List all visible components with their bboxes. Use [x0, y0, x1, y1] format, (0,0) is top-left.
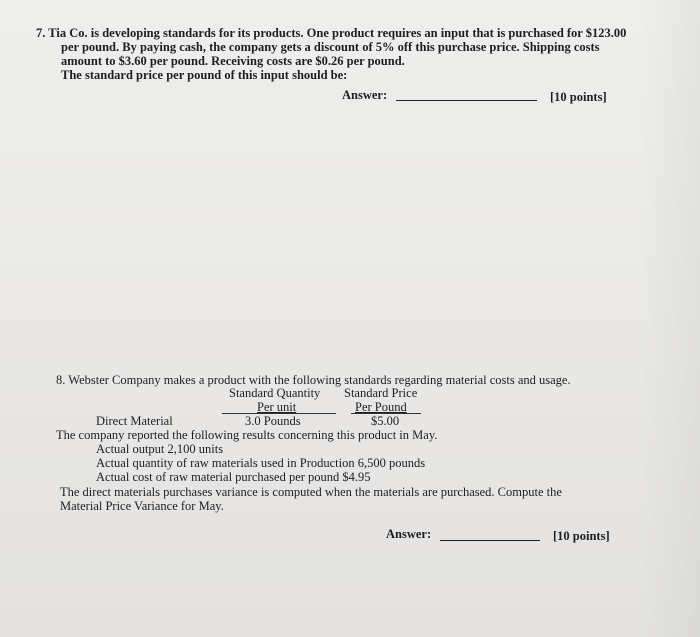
q8-result-2: Actual quantity of raw materials used in Production 6,500 pounds	[96, 456, 426, 470]
q8-instruction-1: The direct materials purchases variance is computed when the materials are purchased. Compute the	[60, 485, 562, 499]
q8-reported: The company reported the following results concerning this product in May.	[56, 428, 438, 442]
q7-line-1: 7. Tia Co. is developing standards for its products. One product requires an input that is purchased for $123.00	[36, 26, 627, 40]
q8-col-quantity: Standard Quantity	[229, 386, 321, 400]
q8-result-3: Actual cost of raw material purchased per pound $4.95	[96, 470, 371, 484]
q8-row-label: Direct Material	[96, 414, 173, 428]
q7-line-4: The standard price per pound of this input should be:	[61, 68, 348, 82]
q8-points: [10 points]	[553, 529, 610, 543]
q7-answer-line[interactable]	[396, 100, 537, 101]
page-shadow	[640, 0, 700, 637]
q7-line-3: amount to $3.60 per pound. Receiving costs are $0.26 per pound.	[61, 54, 405, 68]
q8-quantity-value: 3.0 Pounds	[245, 414, 301, 428]
q8-sub-quantity: Per unit	[257, 400, 297, 414]
q8-price-value: $5.00	[371, 414, 400, 428]
q7-line-2: per pound. By paying cash, the company gets a discount of 5% off this purchase price. Shipping costs	[61, 40, 600, 54]
q7-points: [10 points]	[550, 90, 607, 104]
q8-answer-label: Answer:	[386, 527, 432, 541]
q8-sub-price: Per Pound	[355, 400, 407, 414]
q8-instruction-2: Material Price Variance for May.	[60, 499, 224, 513]
q8-col-price: Standard Price	[344, 386, 418, 400]
q8-answer-line[interactable]	[440, 540, 540, 541]
q7-answer-label: Answer:	[342, 88, 388, 102]
q8-result-1: Actual output 2,100 units	[96, 442, 224, 456]
q8-intro: 8. Webster Company makes a product with the following standards regarding material costs and usage.	[56, 373, 571, 387]
